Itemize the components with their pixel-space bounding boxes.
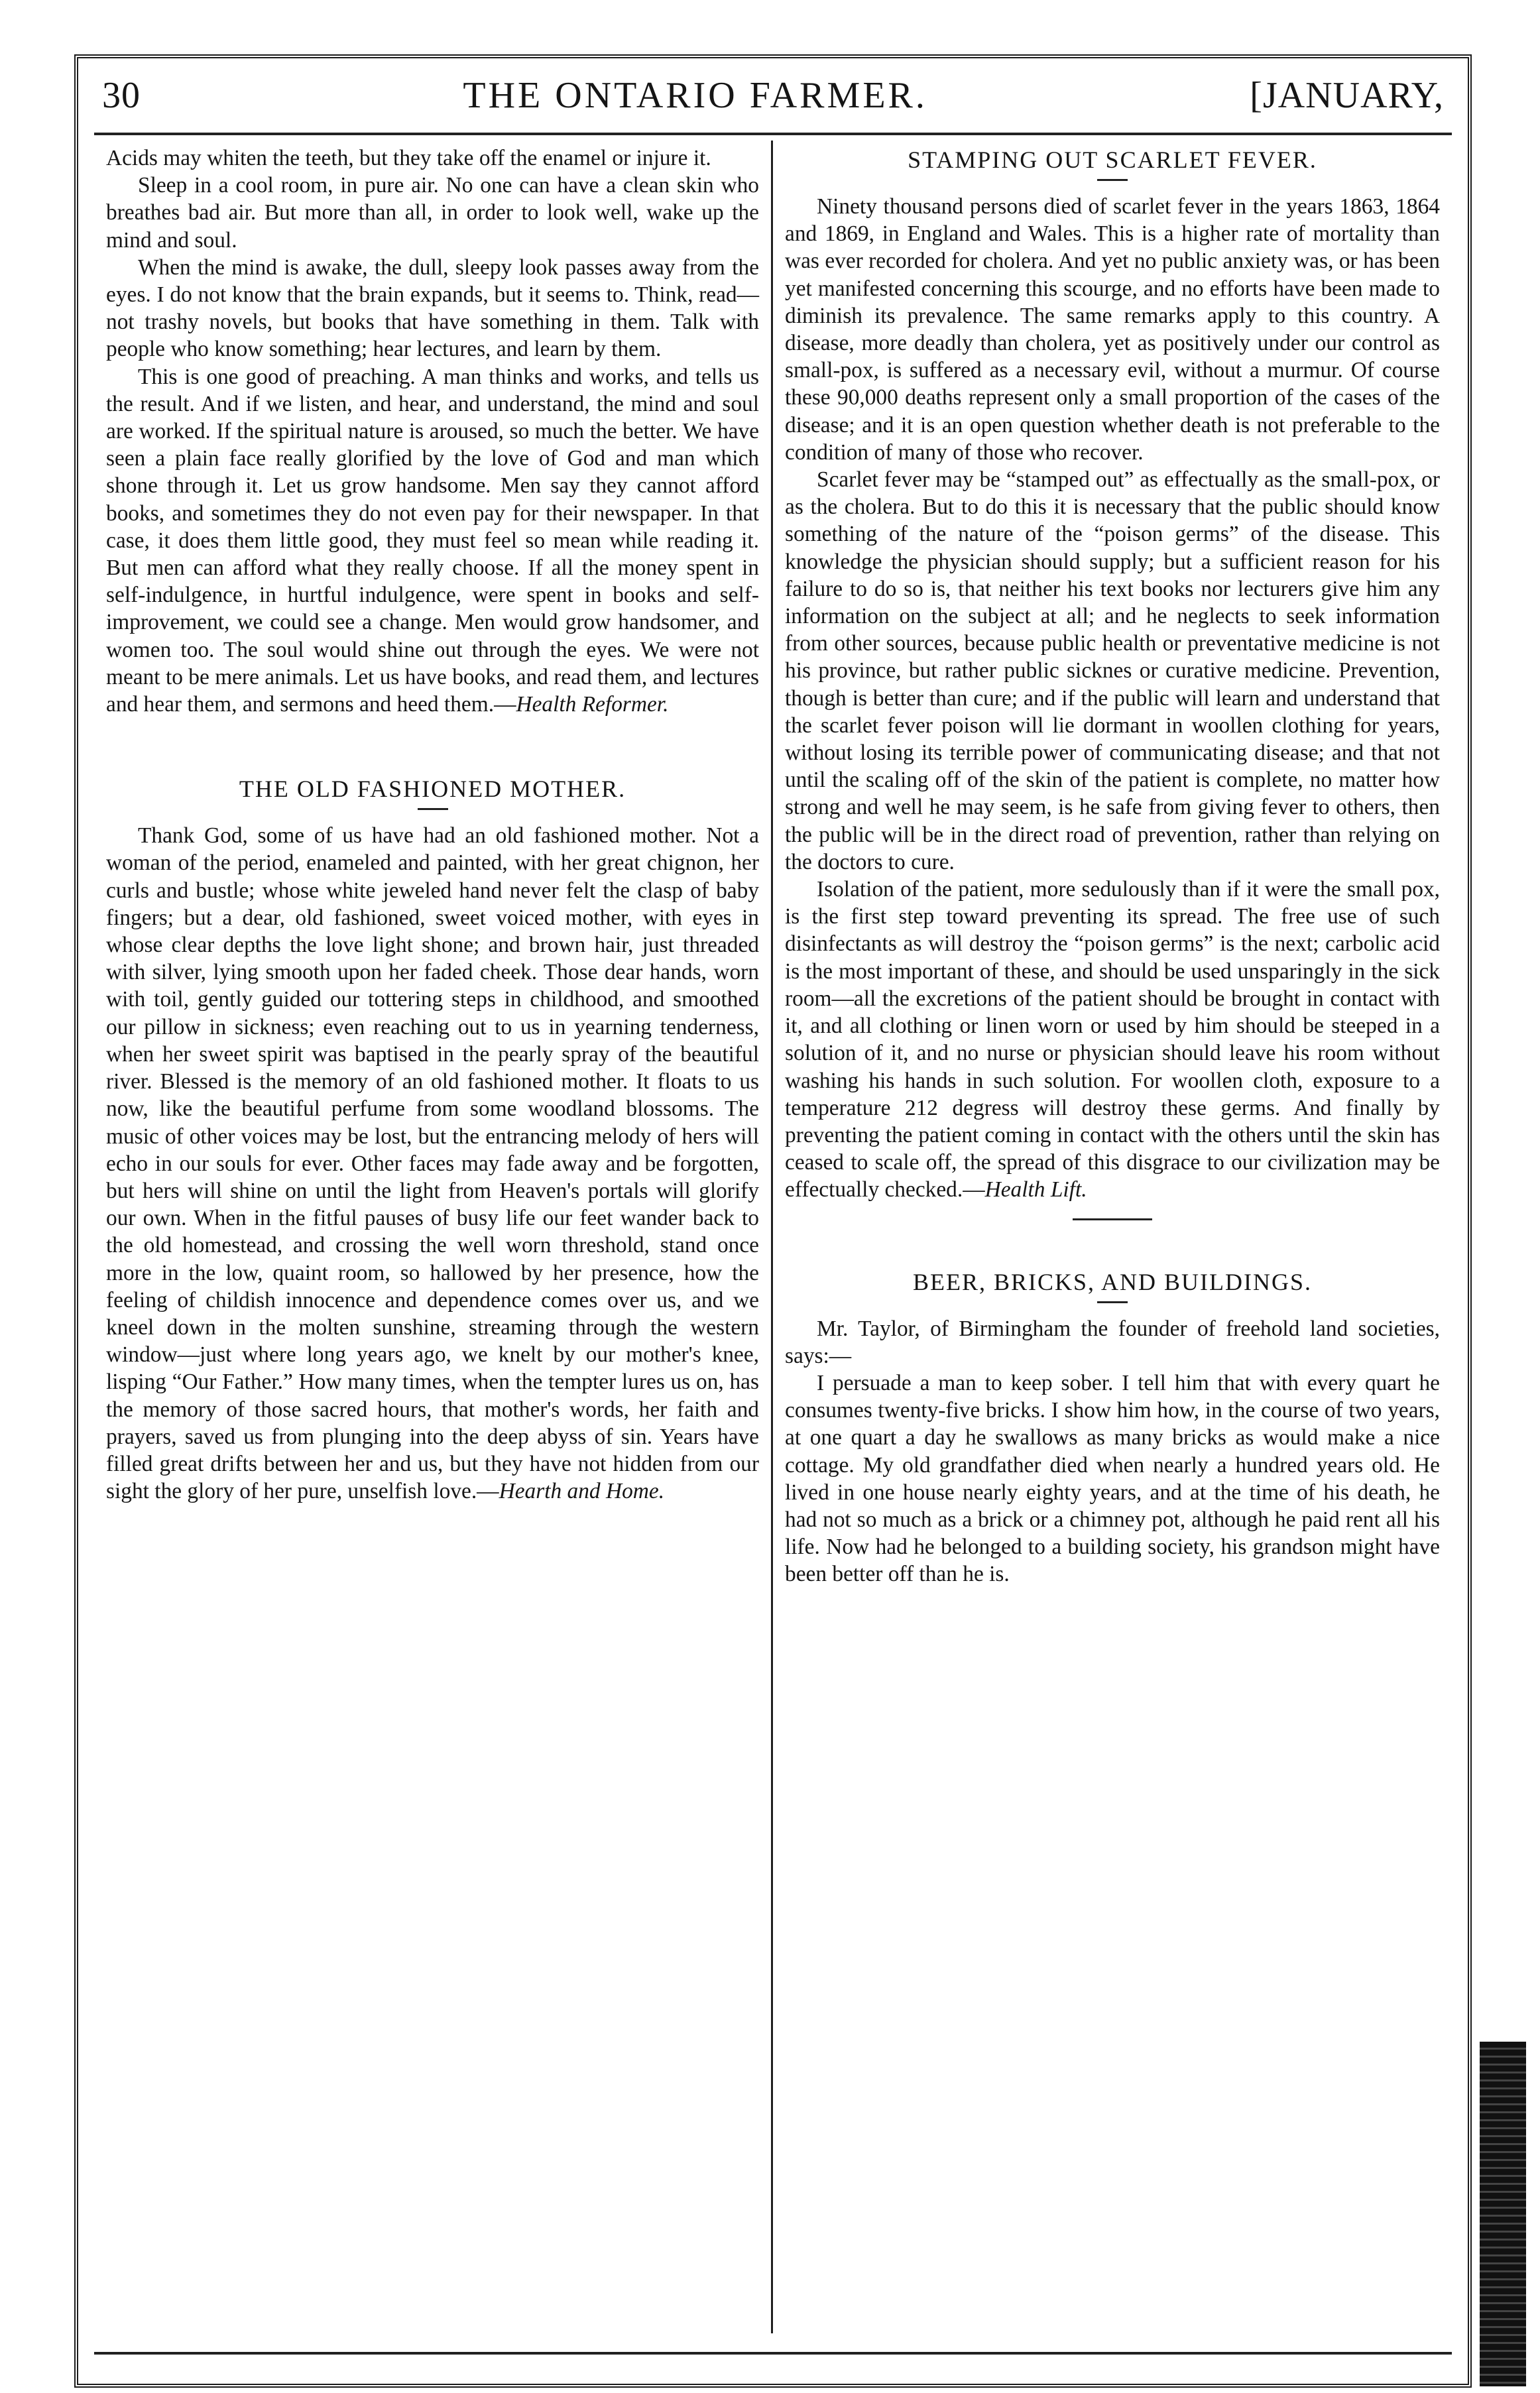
publication-title: THE ONTARIO FARMER.	[463, 75, 927, 116]
running-head	[94, 58, 1452, 135]
paragraph-text: This is one good of preaching. A man thinks and works, and tells us the result. And if we listen, and hear, and understand, the mind and soul are worked. If the spiritual nature is aroused, so much the better. We have seen a plain face really glorified by the love of God and man which shone through it. Let us grow handsome. Men say they cannot afford books, and sometimes they do not even pay for their newspaper. In that case, it does them little good, they must feel so mean while reading it. But men can afford what they really choose. If all the money spent in self-indulgence, in hurtful indulgence, were spent in books and self-improvement, we could see a change. Men would grow handsomer, and women too. The soul would shine out through the eyes. We were not meant to be mere animals. Let us have books, and read them, and lectures and hear them, and sermons and heed them.—	[106, 364, 759, 717]
section-gap	[106, 718, 759, 774]
paragraph: Mr. Taylor, of Birmingham the founder of freehold land societies, says:—	[785, 1316, 1440, 1368]
paragraph: Scarlet fever may be “stamped out” as effectually as the small-pox, or as the cholera. But to do this it is necessary that the public should know something of the nature of the “poison germs” of the disease. This knowledge the physician should supply; but a sufficient reason for his failure to do so is, that neither his text books nor lecturers give him any information on the subject at all; and he neglects to seek information from other sources, because public health or preventative medicine is not his province, but rather public sicknes or curative medicine. Prevention, though is better than cure; and if the public will learn and understand that the scarlet fever poison will lie dormant in woollen clothing for years, without losing its terrible power of communicating disease; and that not until the scaling off of the skin of the patient is complete, no matter how strong and well he may seem, is he safe from giving fever to others, then the public will be in the direct road of prevention, rather than relying on the doctors to cure.	[785, 467, 1440, 874]
newspaper-page	[74, 54, 1472, 2388]
paragraph-text: Isolation of the patient, more sedulously than if it were the small pox, is the first step toward preventing its spread. The free use of such disinfectants as will destroy the “poison germs” is the next; carbolic acid is the most important of these, and should be used unsparingly in the sick room—all the excretions of the patient should be brought in contact with it, and all clothing or linen worn or used by him should be steeped in a solution of it, and no nurse or physician should leave his room without washing his hands in such solution. For woollen cloth, exposure to a temperature 212 degress will destroy these germs. And finally by preventing the patient coming in contact with the others until the skin has ceased to scale off, the spread of this disgrace to our civilization may be effectually checked.—	[785, 877, 1440, 1202]
paragraph: When the mind is awake, the dull, sleepy look passes away from the eyes. I do not know that the brain expands, but it seems to. Think, read—not trashy novels, but books that have something in them. Talk with people who know something; hear lectures, and learn by them.	[106, 255, 759, 362]
paragraph-text: Thank God, some of us have had an old fashioned mother. Not a woman of the period, enameled and painted, with her great chignon, her curls and bustle; whose white jeweled hand never felt the clasp of baby fingers; but a dear, old fashioned, sweet voiced mother, with eyes in whose clear depths the love light shone; and brown hair, just threaded with silver, lying smooth upon her faded cheek. Those dear hands, worn with toil, gently guided our tottering steps in childhood, and smoothed our pillow in sickness; even reaching out to us in yearning tenderness, when her sweet spirit was baptised in the pearly spray of the beautiful river. Blessed is the memory of an old fashioned mother. It floats to us now, like the beautiful perfume from some woodland blossoms. The music of other voices may be lost, but the entrancing melody of hers will echo in our souls for ever. Other faces may fade away and be forgotten, but hers will shine on until the light from Heaven's portals will glorify our own. When in the fitful pauses of busy life our feet wander back to the old homestead, and crossing the well worn threshold, stand once more in the low, quaint room, so hallowed by her presence, how the feeling of childish innocence and dependence comes over us, and we kneel down in the molten sunshine, streaming through the western window—just where long years ago, we knelt by our mother's knee, lisping “Our Father.” How many times, when the tempter lures us on, has the memory of those sacred hours, that mother's words, her faith and prayers, saved us from plunging into the deep abyss of sin. Years have filled great drifts between her and us, but they have not hidden from our sight the glory of her pure, unselfish love.—	[106, 823, 759, 1504]
issue-month: [JANUARY,	[1250, 75, 1444, 116]
scan-edge-mark	[1480, 2042, 1526, 2386]
paragraph: Acids may whiten the teeth, but they take off the enamel or injure it.	[106, 146, 711, 170]
heading-dash	[1097, 1301, 1128, 1303]
page-number: 30	[102, 75, 141, 116]
article-end-rule	[1073, 1218, 1152, 1220]
source-credit: Health Reformer.	[516, 692, 669, 717]
left-column	[94, 141, 773, 2333]
source-credit: Health Lift.	[984, 1177, 1087, 1202]
paragraph: I persuade a man to keep sober. I tell him that with every quart he consumes twenty-five bricks. I show him how, in the course of two years, at one quart a day he swallows as many bricks as would make a nice cottage. My old grandfather died when nearly a hundred years old. He lived in one house nearly eighty years, and at the time of his death, he had not so much as a brick or a chimney pot, although he paid rent all his life. Now had he belonged to a building society, his grandson might have been better off than he is.	[785, 1370, 1440, 1587]
paragraph-with-source	[106, 822, 759, 1505]
bottom-rule	[94, 2352, 1452, 2355]
paragraph-with-source	[785, 876, 1440, 1203]
article-heading: BEER, BRICKS, AND BUILDINGS.	[912, 1268, 1313, 1295]
paragraph-with-source	[106, 363, 759, 719]
heading-dash	[418, 808, 448, 810]
heading-dash	[1097, 179, 1128, 181]
article-heading: STAMPING OUT SCARLET FEVER.	[908, 146, 1317, 173]
paragraph: Sleep in a cool room, in pure air. No one can have a clean skin who breathes bad air. But more than all, in order to look well, wake up the mind and soul.	[106, 173, 759, 253]
article-heading: THE OLD FASHIONED MOTHER.	[239, 776, 626, 803]
paragraph: Ninety thousand persons died of scarlet fever in the years 1863, 1864 and 1869, in England and Wales. This is a higher rate of mortality than was ever recorded for cholera. And yet no public anxiety was, or has been yet manifested concerning this scourge, and no efforts have been made to diminish its prevalence. The same remarks apply to this country. A disease, more deadly than cholera, yet as positively under our control as small-pox, is suffered as a necessary evil, without a murmur. Of course these 90,000 deaths represent only a small proportion of the cases of the disease; and it is an open question whether death is not preferable to the condition of many of those who recover.	[785, 194, 1440, 465]
text-columns	[94, 141, 1452, 2333]
source-credit: Hearth and Home.	[499, 1479, 665, 1504]
right-column	[773, 141, 1452, 2333]
